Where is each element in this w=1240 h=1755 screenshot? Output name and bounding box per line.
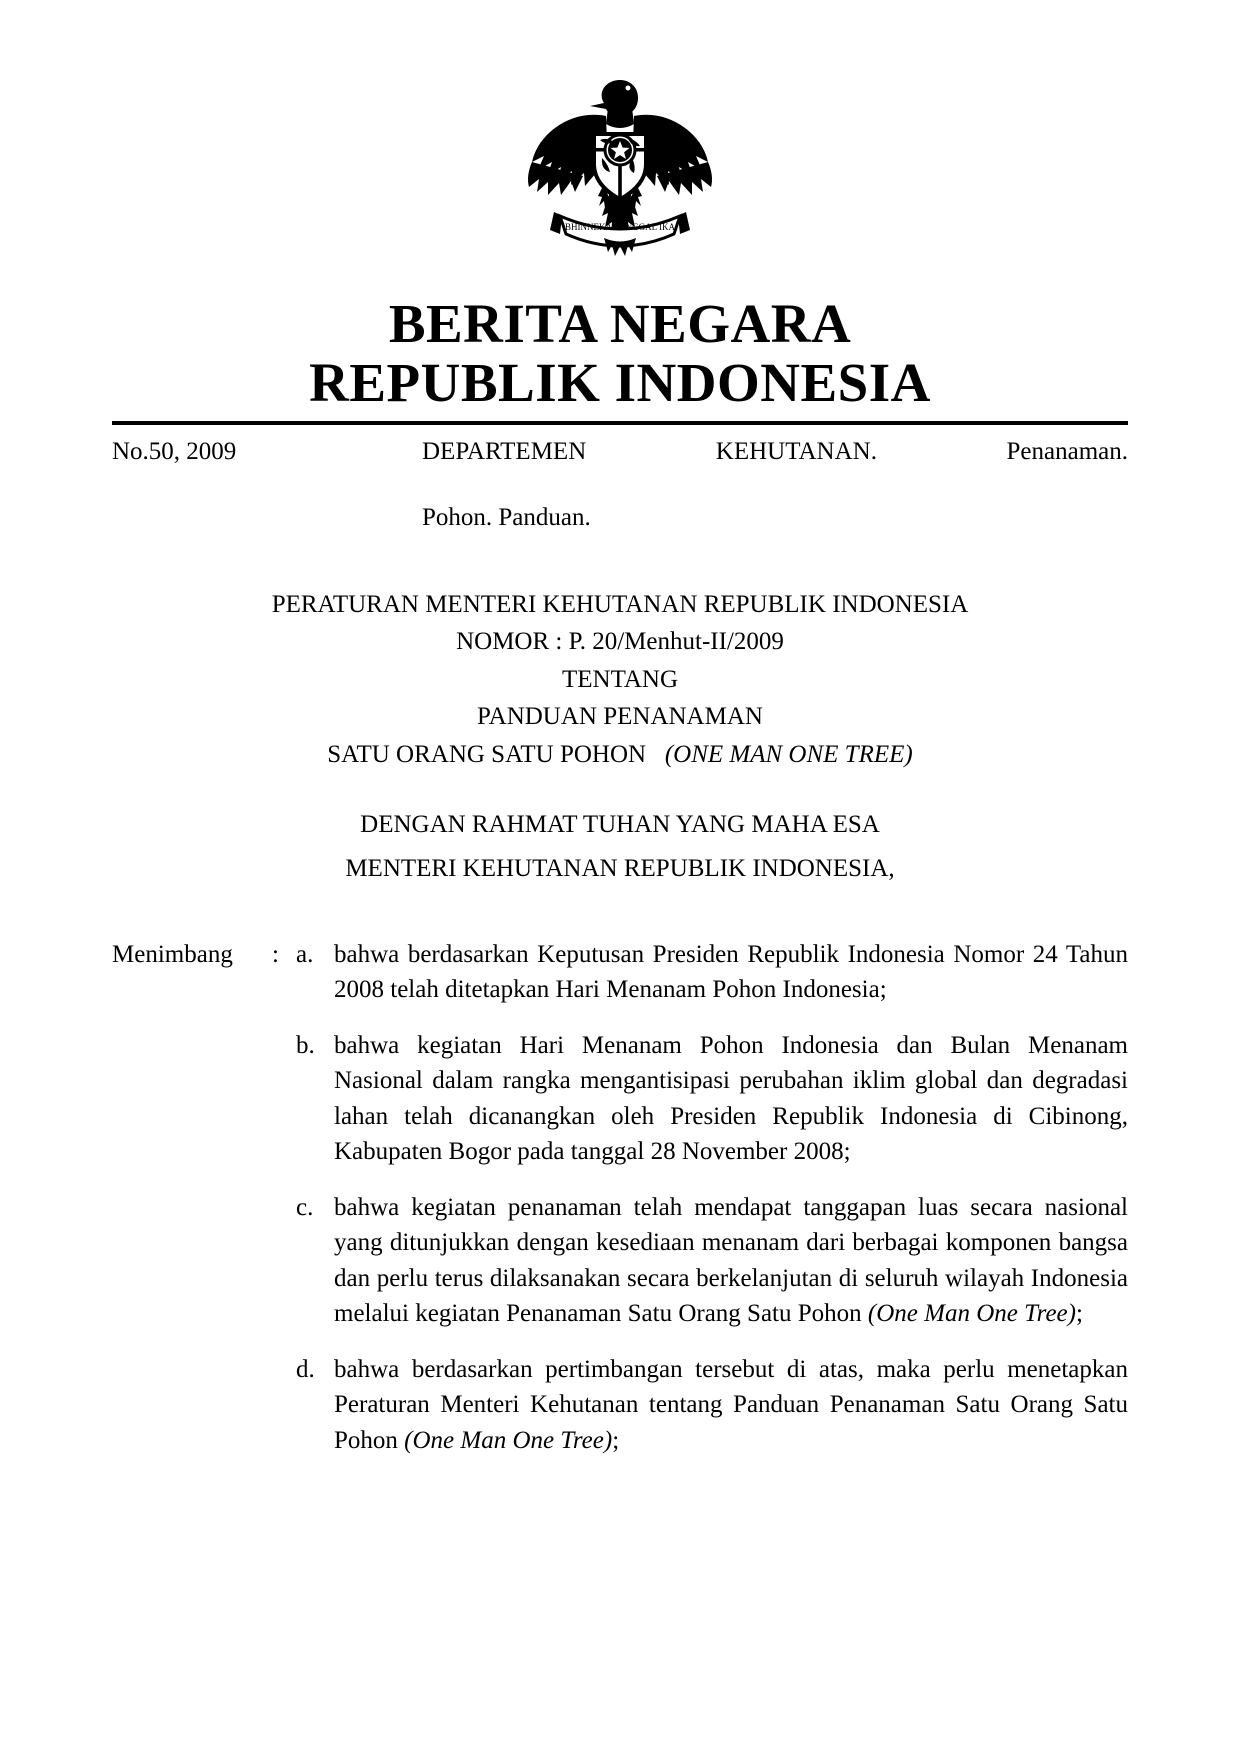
invocation (112, 803, 1128, 891)
considering-letter-b: b. (296, 1031, 315, 1059)
considering-text-d-italic: (One Man One Tree) (404, 1426, 613, 1454)
issue-subject-line-2: Pohon. Panduan. (422, 503, 591, 531)
title-line-5-italic: (ONE MAN ONE TREE) (664, 740, 913, 768)
considering-text-c-before: bahwa kegiatan penanaman telah mendapat tanggapan luas secara nasional yang ditunjukkan dengan kesediaan menanam dari berbagai komponen bangsa dan perlu terus dilaksanakan secara berkelanjutan di seluruh wilayah Indonesia melalui kegiatan Penanaman Satu Orang Satu Pohon (334, 1193, 1128, 1328)
invocation-line-1: DENGAN RAHMAT TUHAN YANG MAHA ESA (360, 811, 880, 839)
emblem-container (112, 66, 1128, 288)
considering-text-c-after: ; (1075, 1300, 1083, 1328)
considering-letter-c: c. (296, 1193, 314, 1221)
considering-text-d-before: bahwa berdasarkan pertimbangan tersebut di atas, maka perlu menetapkan Peraturan Menteri Kehutanan tentang Panduan Penanaman Satu Orang Satu Pohon (334, 1355, 1128, 1454)
garuda-pancasila-emblem (520, 66, 720, 276)
emblem-motto-text: BHINNEKA TUNGGAL IKA (565, 222, 675, 232)
title-line-4: PANDUAN PENANAMAN (477, 703, 763, 731)
considering-letter-a: a. (296, 940, 314, 968)
issue-line (112, 435, 1128, 534)
considering-text-d-after: ; (612, 1426, 620, 1454)
considering-section (112, 937, 1128, 1459)
considering-text-d (334, 1352, 1128, 1459)
masthead (112, 294, 1128, 413)
considering-item-a (112, 937, 1128, 1008)
issue-subject-line-1: DEPARTEMEN KEHUTANAN. Penanaman. (422, 437, 1128, 465)
masthead-line-1: BERITA NEGARA (388, 293, 852, 354)
masthead-line-2: REPUBLIK INDONESIA (309, 352, 931, 414)
issue-subject (422, 435, 1128, 534)
title-line-3: TENTANG (561, 665, 679, 693)
considering-label: Menimbang (112, 940, 233, 968)
title-line-5-main: SATU ORANG SATU POHON (327, 740, 647, 768)
masthead-divider (112, 421, 1128, 425)
considering-colon: : (272, 940, 279, 968)
considering-text-c (334, 1190, 1128, 1332)
considering-item-c (112, 1190, 1128, 1332)
considering-item-b (112, 1028, 1128, 1170)
considering-text-c-italic: (One Man One Tree) (867, 1300, 1076, 1328)
title-line-2: NOMOR : P. 20/Menhut-II/2009 (456, 628, 784, 656)
considering-text-a: bahwa berdasarkan Keputusan Presiden Republik Indonesia Nomor 24 Tahun 2008 telah ditetapkan Hari Menanam Pohon Indonesia; (334, 940, 1128, 1004)
title-line-5 (112, 736, 1128, 774)
issue-number: No.50, 2009 (112, 437, 237, 465)
considering-text-b: bahwa kegiatan Hari Menanam Pohon Indonesia dan Bulan Menanam Nasional dalam rangka mengantisipasi perubahan iklim global dan degradasi lahan telah dicanangkan oleh Presiden Republik Indonesia di Cibinong, Kabupaten Bogor pada tanggal 28 November 2008; (334, 1031, 1128, 1166)
title-line-1: PERATURAN MENTERI KEHUTANAN REPUBLIK INDONESIA (271, 590, 969, 618)
considering-letter-d: d. (296, 1355, 315, 1383)
considering-item-d (112, 1352, 1128, 1459)
invocation-line-2: MENTERI KEHUTANAN REPUBLIK INDONESIA, (345, 855, 895, 883)
regulation-title (112, 586, 1128, 774)
